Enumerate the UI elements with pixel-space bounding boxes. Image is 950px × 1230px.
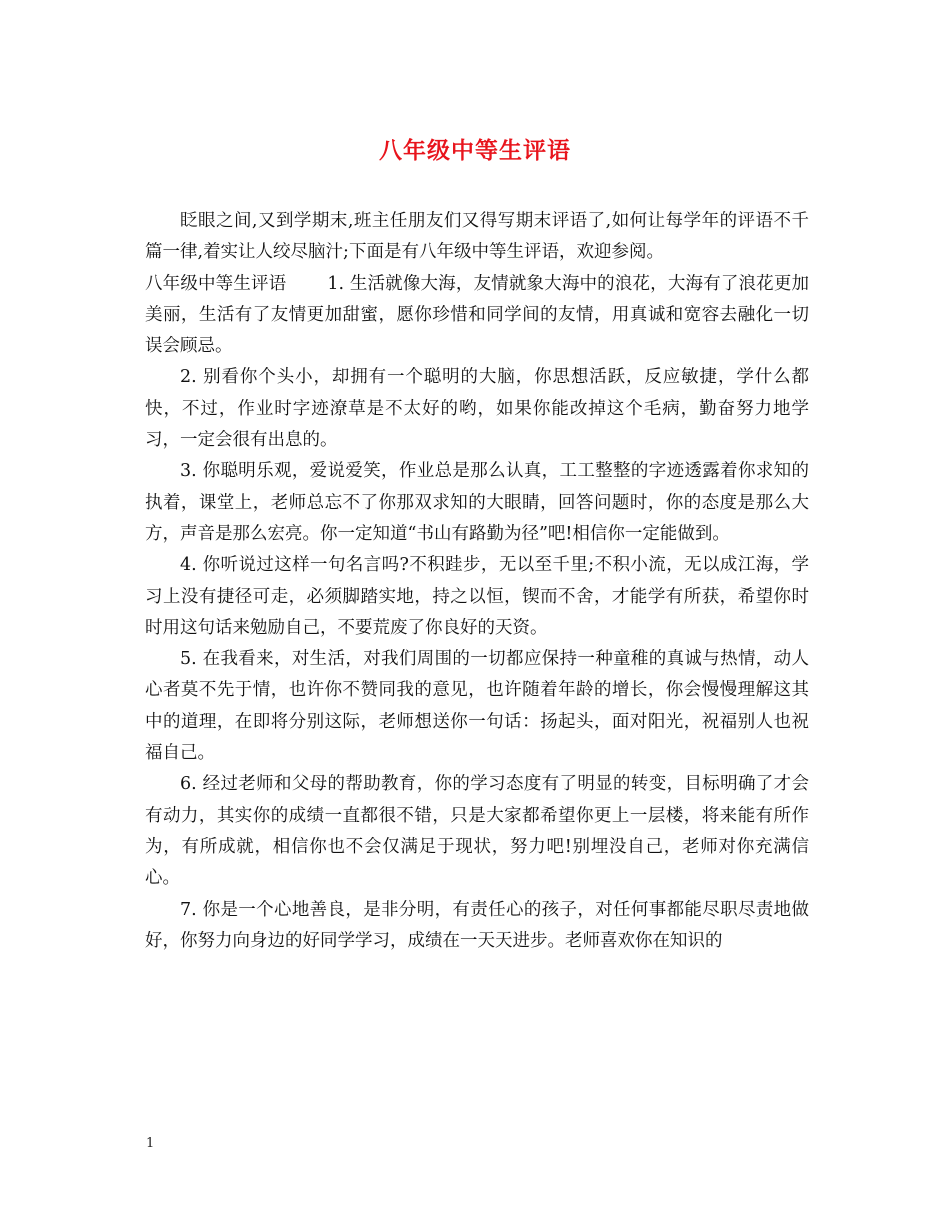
paragraph-5: 5. 在我看来，对生活，对我们周围的一切都应保持一种童稚的真诚与热情，动人心者莫不先于情，也许你不赞同我的意见，也许随着年龄的增长，你会慢慢理解这其中的道理，在即将分别这际，老师想送你一句话：扬起头，面对阳光，祝福别人也祝福自己。 [145,649,809,764]
paragraph-4: 4. 你听说过这样一句名言吗?不积跬步，无以至千里;不积小流，无以成江海，学习上没有捷径可走，必须脚踏实地，持之以恒，锲而不舍，才能学有所获，希望你时时用这句话来勉励自己，不要荒废了你良好的天资。 [145,555,809,638]
page-number: 1 [146,1136,155,1151]
paragraph-3: 3. 你聪明乐观，爱说爱笑，作业总是那么认真，工工整整的字迹透露着你求知的执着，课堂上，老师总忘不了你那双求知的大眼睛，回答问题时，你的态度是那么大方，声音是那么宏亮。你一定知道“书山有路勤为径”吧!相信你一定能做到。 [145,461,809,544]
intro-paragraph: 眨眼之间,又到学期末,班主任朋友们又得写期末评语了,如何让每学年的评语不千篇一律,着实让人绞尽脑汁;下面是有八年级中等生评语，欢迎参阅。 [145,211,809,263]
document-body [145,206,809,957]
paragraph-7: 7. 你是一个心地善良，是非分明，有责任心的孩子，对任何事都能尽职尽责地做好，你努力向身边的好同学学习，成绩在一天天进步。老师喜欢你在知识的 [145,899,809,951]
paragraph-6: 6. 经过老师和父母的帮助教育，你的学习态度有了明显的转变，目标明确了才会有动力，其实你的成绩一直都很不错，只是大家都希望你更上一层楼，将来能有所作为，有所成就，相信你也不会仅满足于现状，努力吧!别埋没自己，老师对你充满信心。 [145,774,809,889]
paragraph-2: 2. 别看你个头小，却拥有一个聪明的大脑，你思想活跃，反应敏捷，学什么都快，不过，作业时字迹潦草是不太好的哟，如果你能改掉这个毛病，勤奋努力地学习，一定会很有出息的。 [145,367,809,451]
document-title: 八年级中等生评语 [379,137,571,164]
paragraph-1: 八年级中等生评语 1. 生活就像大海，友情就象大海中的浪花，大海有了浪花更加美丽，生活有了友情更加甜蜜，愿你珍惜和同学间的友情，用真诚和宽容去融化一切误会顾忌。 [145,273,809,357]
